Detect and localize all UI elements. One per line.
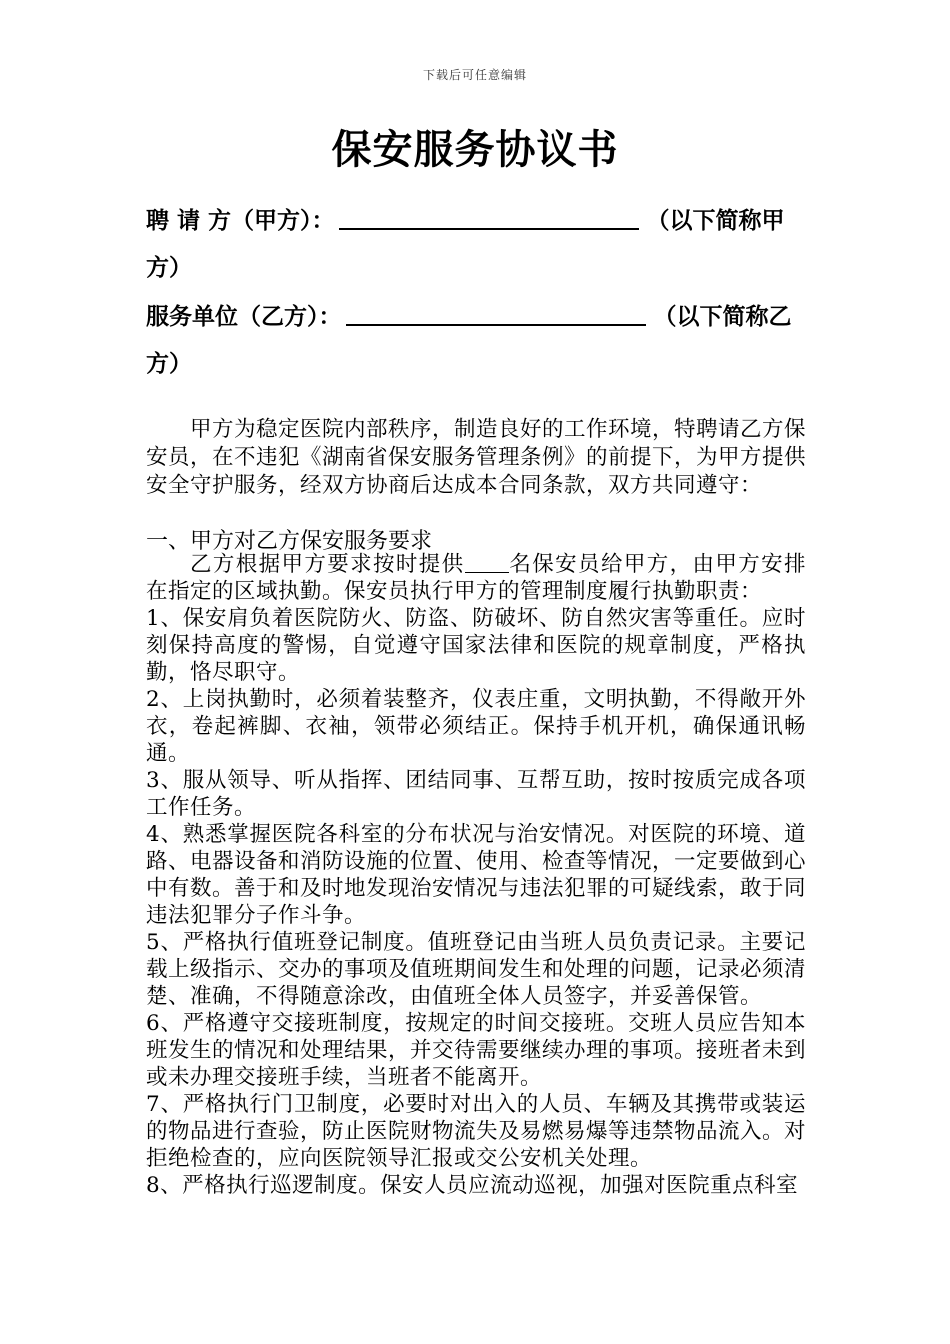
lead-text-after: 名保安员给甲方，由甲方安排在指定的区域执勤。保安员执行甲方的管理制度履行执勤职责： (146, 552, 806, 604)
party-a-label: 聘 请 方（甲方）： (146, 208, 335, 234)
list-item: 4、熟悉掌握医院各科室的分布状况与治安情况。对医院的环境、道路、电器设备和消防设施的位置、使用、检查等情况，一定要做到心中有数。善于和及时地发现治安情况与违法犯罪的可疑线索，敢于同违法犯罪分子作斗争。 (146, 822, 807, 928)
section-1-body (146, 551, 806, 1199)
party-b-line (146, 298, 816, 331)
intro-paragraph: 甲方为稳定医院内部秩序，制造良好的工作环境，特聘请乙方保安员，在不违犯《湖南省保安服务管理条例》的前提下，为甲方提供安全守护服务，经双方协商后达成本合同条款，双方共同遵守： (146, 417, 807, 498)
list-item: 5、严格执行值班登记制度。值班登记由当班人员负责记录。主要记载上级指示、交办的事项及值班期间发生和处理的问题，记录必须清楚、准确，不得随意涂改，由值班全体人员签字，并妥善保管。 (146, 930, 807, 1009)
party-a-continuation: 方） (146, 255, 192, 281)
list-item: 3、服从领导、听从指挥、团结同事、互帮互助，按时按质完成各项工作任务。 (146, 768, 806, 820)
document-title: 保安服务协议书 (331, 127, 619, 173)
list-item: 7、严格执行门卫制度，必要时对出入的人员、车辆及其携带或装运的物品进行查验，防止医院财物流失及易燃易爆等违禁物品流入。对拒绝检查的，应向医院领导汇报或交公安机关处理。 (146, 1092, 807, 1171)
party-b-continuation: 方） (146, 351, 192, 377)
party-a-line (146, 202, 816, 235)
lead-text-before: 乙方根据甲方要求按时提供 (190, 552, 465, 577)
party-b-name-blank[interactable] (346, 302, 646, 326)
party-b-label: 服务单位（乙方）： (146, 304, 342, 330)
section-1-lead (146, 551, 806, 605)
list-item: 8、严格执行巡逻制度。保安人员应流动巡视，加强对医院重点科室 (146, 1173, 799, 1198)
party-b-suffix: （以下简称乙 (653, 304, 792, 330)
header-note: 下载后可任意编辑 (422, 68, 527, 82)
party-a-suffix: （以下简称甲 (646, 208, 785, 234)
list-item: 6、严格遵守交接班制度，按规定的时间交接班。交班人员应告知本班发生的情况和处理结果，并交待需要继续办理的事项。接班者未到或未办理交接班手续，当班者不能离开。 (146, 1011, 807, 1090)
party-a-name-blank[interactable] (339, 206, 639, 230)
guard-count-blank[interactable] (465, 554, 509, 573)
list-item: 1、保安肩负着医院防火、防盗、防破坏、防自然灾害等重任。应时刻保持高度的警惕，自觉遵守国家法律和医院的规章制度，严格执勤，恪尽职守。 (146, 606, 806, 685)
list-item: 2、上岗执勤时，必须着装整齐，仪表庄重，文明执勤，不得敞开外衣，卷起裤脚、衣袖，领带必须结正。保持手机开机，确保通讯畅通。 (146, 687, 806, 766)
section-1-heading: 一、甲方对乙方保安服务要求 (146, 529, 433, 554)
